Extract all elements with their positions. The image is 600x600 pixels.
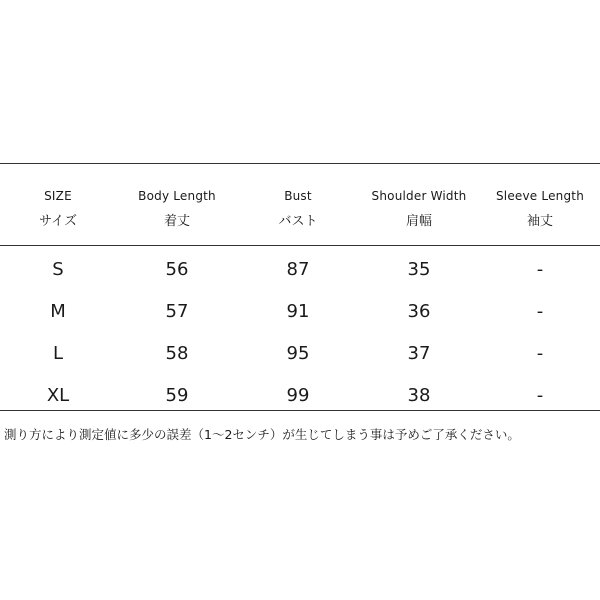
cell-size: S: [52, 259, 64, 280]
cell-sleeve-length: -: [536, 259, 544, 280]
cell-sleeve-length: -: [536, 385, 544, 406]
cell-sleeve-length: -: [536, 301, 544, 322]
cell-bust: 99: [286, 385, 310, 406]
header-bust-ja: バスト: [278, 214, 318, 229]
header-body-length-en: Body Length: [138, 189, 216, 203]
table-top-rule: [0, 163, 600, 164]
table-header-rule: [0, 245, 600, 246]
cell-bust: 95: [286, 343, 310, 364]
cell-shoulder-width: 37: [407, 343, 431, 364]
header-size-ja: サイズ: [39, 214, 77, 229]
cell-body-length: 59: [165, 385, 189, 406]
cell-bust: 87: [286, 259, 310, 280]
header-sleeve-length-ja: 袖丈: [526, 214, 554, 229]
header-sleeve-length-en: Sleeve Length: [495, 189, 585, 203]
header-shoulder-width-en: Shoulder Width: [371, 189, 467, 203]
cell-size: XL: [46, 385, 70, 406]
header-body-length-ja: 着丈: [163, 214, 191, 229]
header-shoulder-width-ja: 肩幅: [405, 214, 433, 229]
header-size-en: SIZE: [44, 189, 72, 203]
cell-body-length: 58: [165, 343, 189, 364]
cell-sleeve-length: -: [536, 343, 544, 364]
cell-shoulder-width: 35: [407, 259, 431, 280]
table-bottom-rule: [0, 410, 600, 411]
cell-size: M: [50, 301, 66, 322]
cell-body-length: 57: [165, 301, 189, 322]
cell-size: L: [52, 343, 64, 364]
header-bust-en: Bust: [284, 189, 312, 203]
cell-shoulder-width: 36: [407, 301, 431, 322]
measurement-note: 測り方により測定値に多少の誤差（1〜2センチ）が生じてしまう事は予めご了承ください。: [4, 427, 520, 442]
cell-shoulder-width: 38: [407, 385, 431, 406]
cell-body-length: 56: [165, 259, 189, 280]
cell-bust: 91: [286, 301, 310, 322]
